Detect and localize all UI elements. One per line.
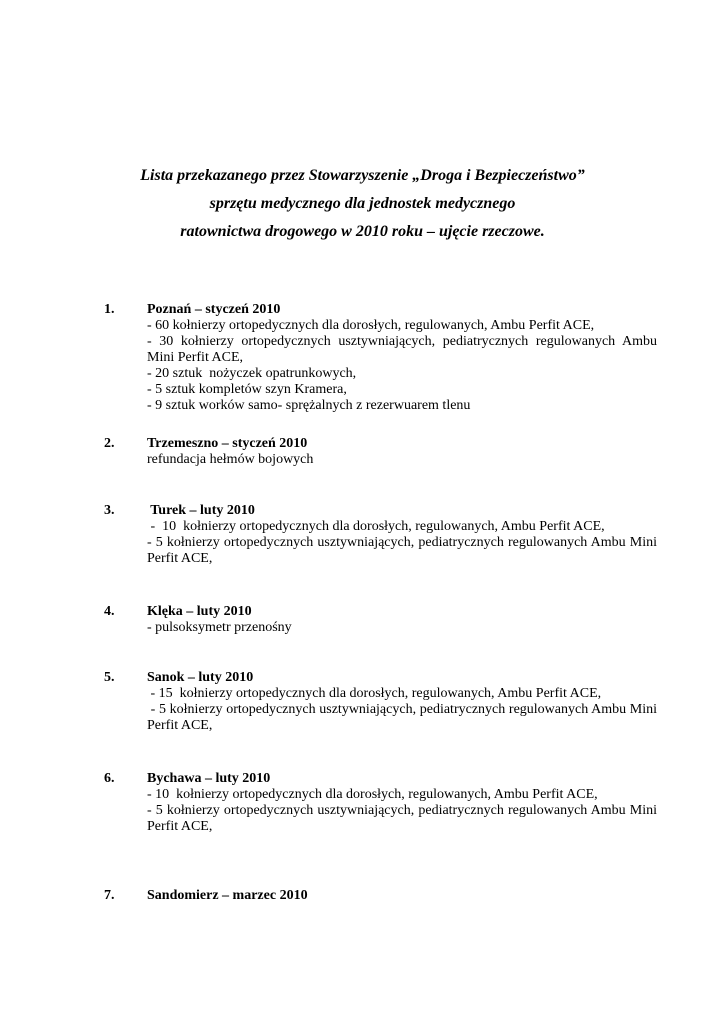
- entry-body: [147, 503, 661, 567]
- title-line-1: Lista przekazanego przez Stowarzyszenie „Droga i Bezpieczeństwo”: [140, 167, 585, 184]
- entry-heading: Trzemeszno – styczeń 2010: [147, 436, 308, 451]
- entry-line: - pulsoksymetr przenośny: [147, 620, 292, 635]
- title-line-2: sprzętu medycznego dla jednostek medycznego: [209, 195, 516, 212]
- entry-body: [147, 888, 657, 904]
- entry-line: - 5 kołnierzy ortopedycznych usztywniających, pediatrycznych regulowanych Ambu Mini Perfit ACE,: [147, 702, 661, 733]
- entry-line: - 10 kołnierzy ortopedycznych dla dorosłych, regulowanych, Ambu Perfit ACE,: [147, 787, 598, 802]
- entry-line: - 9 sztuk worków samo- sprężalnych z rezerwuarem tlenu: [147, 398, 471, 413]
- entry-number: 7.: [104, 888, 115, 903]
- entry-line: - 20 sztuk nożyczek opatrunkowych,: [147, 366, 357, 381]
- entry-line: - 10 kołnierzy ortopedycznych dla dorosłych, regulowanych, Ambu Perfit ACE,: [147, 519, 605, 534]
- entry-heading: Poznań – styczeń 2010: [147, 302, 281, 317]
- entry-line: - 5 sztuk kompletów szyn Kramera,: [147, 382, 347, 397]
- entry-heading: Sanok – luty 2010: [147, 670, 254, 685]
- entry-heading: Sandomierz – marzec 2010: [147, 888, 308, 903]
- entry-number: 2.: [104, 436, 115, 451]
- entry-number: 5.: [104, 670, 115, 685]
- document-title: [0, 162, 725, 246]
- entry-line: refundacja hełmów bojowych: [147, 452, 314, 467]
- entry-line: - 5 kołnierzy ortopedycznych usztywniających, pediatrycznych regulowanych Ambu Mini Perfit ACE,: [147, 535, 661, 566]
- title-line-3: ratownictwa drogowego w 2010 roku – ujęcie rzeczowe.: [180, 223, 545, 240]
- entry-number: 3.: [104, 503, 115, 518]
- entry-number: 6.: [104, 771, 115, 786]
- entry-heading: Klęka – luty 2010: [147, 604, 252, 619]
- entry-heading: Turek – luty 2010: [147, 503, 255, 518]
- entry-number: 4.: [104, 604, 115, 619]
- entry-line: - 15 kołnierzy ortopedycznych dla dorosłych, regulowanych, Ambu Perfit ACE,: [147, 686, 602, 701]
- entry-body: [147, 604, 657, 636]
- entry-body: [147, 436, 657, 468]
- entry-line: - 30 kołnierzy ortopedycznych usztywniających, pediatrycznych regulowanych Ambu Mini Perfit ACE,: [147, 334, 661, 365]
- entry-line: - 5 kołnierzy ortopedycznych usztywniających, pediatrycznych regulowanych Ambu Mini Perfit ACE,: [147, 803, 661, 834]
- entry-body: [147, 670, 661, 734]
- entry-line: - 60 kołnierzy ortopedycznych dla dorosłych, regulowanych, Ambu Perfit ACE,: [147, 318, 595, 333]
- entry-heading: Bychawa – luty 2010: [147, 771, 271, 786]
- entry-body: [147, 771, 661, 835]
- entry-number: 1.: [104, 302, 115, 317]
- entry-body: [147, 302, 661, 414]
